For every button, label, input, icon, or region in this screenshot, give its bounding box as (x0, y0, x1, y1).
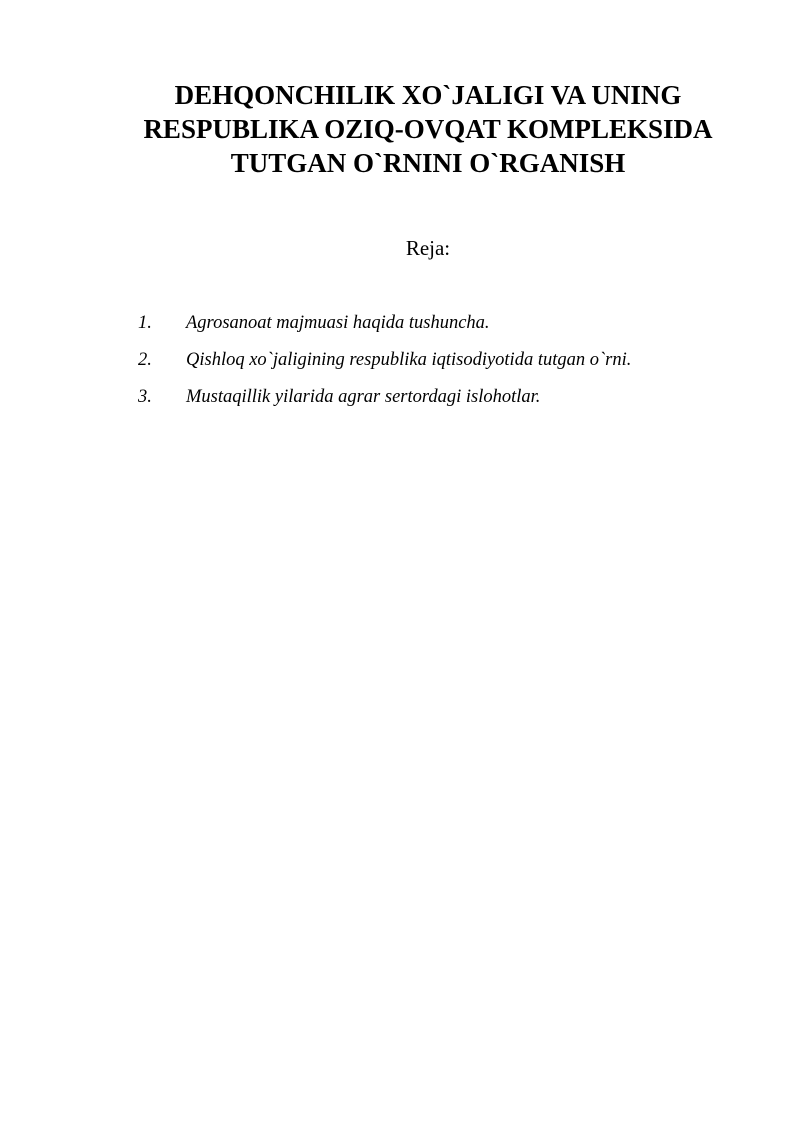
list-item-number: 2. (138, 350, 152, 370)
plan-heading: Reja: (405, 236, 451, 260)
list-item-number: 3. (138, 387, 152, 407)
list-item (138, 346, 631, 383)
plan-list (138, 309, 631, 420)
list-item (138, 383, 631, 420)
list-item-text: Agrosanoat majmuasi haqida tushuncha. (186, 313, 490, 333)
document-title (100, 78, 756, 180)
list-item-number: 1. (138, 313, 152, 333)
list-item (138, 309, 631, 346)
title-line-1: DEHQONCHILIK XO`JALIGI VA UNING (174, 80, 682, 110)
list-item-text: Mustaqillik yilarida agrar sertordagi islohotlar. (186, 387, 541, 407)
list-item-text: Qishloq xo`jaligining respublika iqtisodiyotida tutgan o`rni. (186, 350, 632, 370)
title-line-3: TUTGAN O`RNINI O`RGANISH (230, 148, 626, 178)
title-line-2: RESPUBLIKA OZIQ-OVQAT KOMPLEKSIDA (143, 114, 713, 144)
